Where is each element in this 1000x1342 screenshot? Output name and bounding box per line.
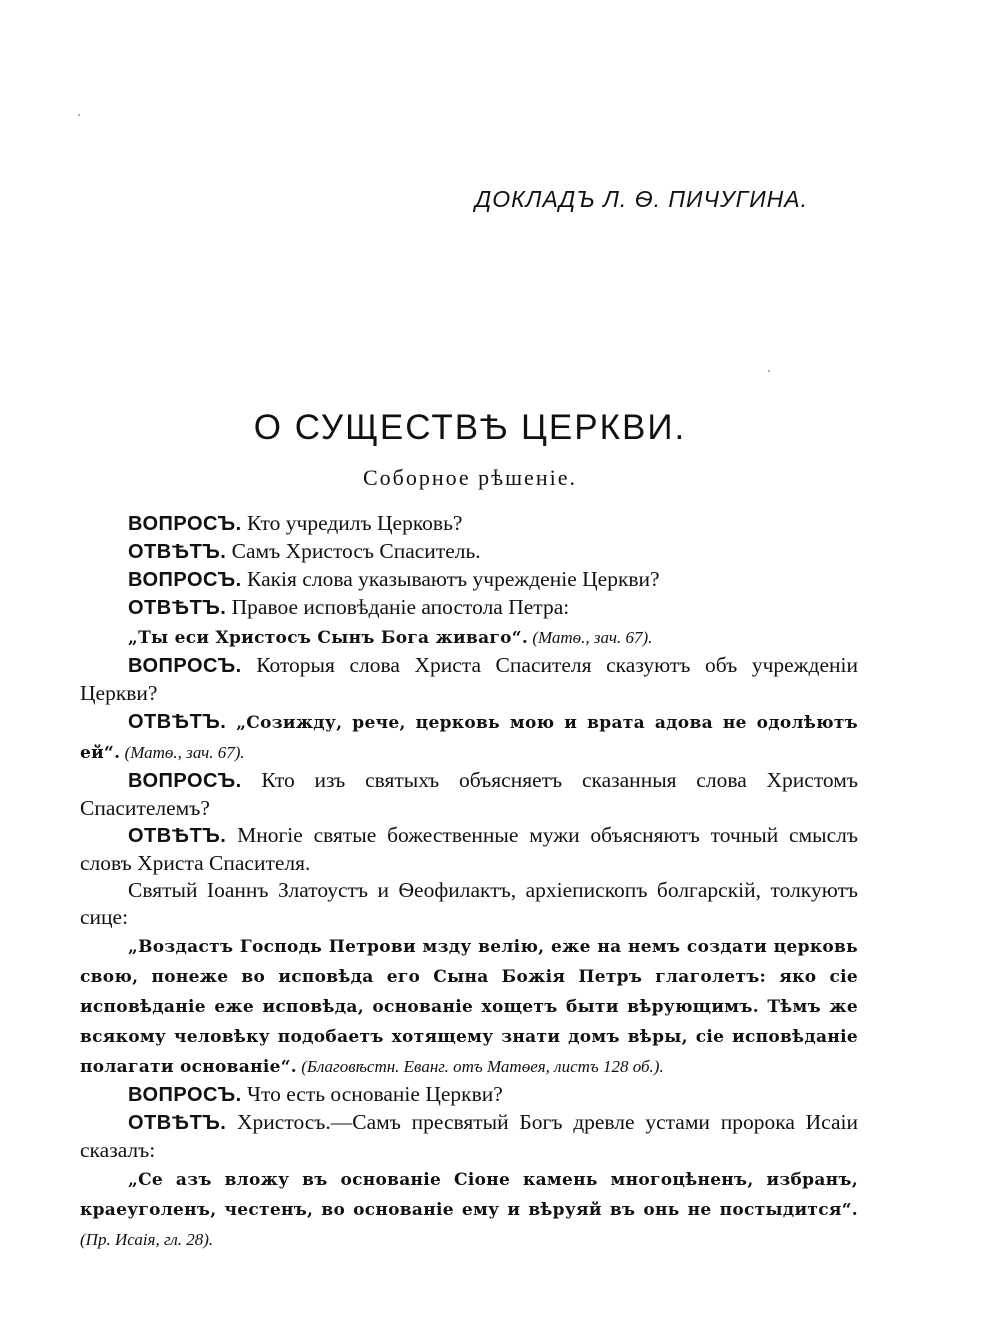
question-paragraph xyxy=(80,767,858,822)
answer-paragraph xyxy=(80,822,858,877)
question-paragraph xyxy=(80,1081,858,1109)
scripture-quote xyxy=(80,1164,858,1254)
question-label: ВОПРОСЪ. xyxy=(128,655,242,677)
answer-paragraph xyxy=(80,1109,858,1164)
answer-label: ОТВѢТЪ. xyxy=(128,711,227,733)
question-paragraph xyxy=(80,652,858,707)
slavonic-text: „Созижду, рече, церковь мою и врата адова не одолѣютъ ей“. xyxy=(80,713,858,763)
report-author: ДОКЛАДЪ Л. Ѳ. ПИЧУГИНА. xyxy=(475,186,808,212)
question-label: ВОПРОСЪ. xyxy=(128,770,242,792)
slavonic-text: „Воздастъ Господь Петрови мзду велію, еже на немъ создати церковь свою, понеже во исповѣда его Сына Божія Петръ глаголетъ: яко сіе исповѣданіе еже исповѣда, основаніе хощетъ быти вѣрующимъ. Тѣмъ же всякому человѣку подобаетъ хотящему знати домъ вѣры, сіе исповѣданіе полагати основаніе“. xyxy=(80,937,858,1077)
answer-paragraph xyxy=(80,594,858,622)
slavonic-text: „Ты еси Христосъ Сынъ Бога живаго“. xyxy=(128,628,529,648)
scan-speck xyxy=(78,114,80,116)
paragraph-text: Что есть основаніе Церкви? xyxy=(241,1082,503,1106)
paragraph-text: Кто учредилъ Церковь? xyxy=(241,511,463,535)
slavonic-text: „Се азъ вложу въ основаніе Сіоне камень многоцѣненъ, избранъ, краеуголенъ, честенъ, во основаніе ему и вѣруяй въ онь не постыдится“. xyxy=(80,1170,858,1220)
citation: (Матѳ., зач. 67). xyxy=(528,628,653,647)
question-label: ВОПРОСЪ. xyxy=(128,1084,242,1106)
citation: (Благовѣстн. Еванг. отъ Матѳея, листъ 128 об.). xyxy=(297,1057,664,1076)
question-paragraph xyxy=(80,566,858,594)
scripture-quote xyxy=(80,931,858,1081)
citation: (Пр. Исаія, гл. 28). xyxy=(80,1230,214,1249)
scripture-quote xyxy=(80,622,858,652)
paragraph-text: Многіе святые божественные мужи объясняютъ точный смыслъ словъ Христа Спасителя. xyxy=(80,823,858,875)
paragraph-text: Святый Іоаннъ Златоустъ и Ѳеофилактъ, архіепископъ болгарскій, толкуютъ сице: xyxy=(80,878,858,929)
answer-label: ОТВѢТЪ. xyxy=(128,597,227,619)
answer-label: ОТВѢТЪ. xyxy=(128,825,227,847)
answer-label: ОТВѢТЪ. xyxy=(128,541,227,563)
paragraph-text: Кто изъ святыхъ объясняетъ сказанныя слова Христомъ Спасителемъ? xyxy=(80,768,858,820)
answer-paragraph xyxy=(80,707,858,767)
question-label: ВОПРОСЪ. xyxy=(128,569,242,591)
paragraph-text: Христосъ.—Самъ пресвятый Богъ древле устами пророка Исаіи сказалъ: xyxy=(80,1110,858,1162)
scan-speck xyxy=(768,370,770,372)
paragraph-text: Правое исповѣданіе апостола Петра: xyxy=(226,595,570,619)
page-subtitle: Соборное рѣшеніе. xyxy=(363,465,577,490)
commentary-paragraph xyxy=(80,877,858,931)
citation: (Матѳ., зач. 67). xyxy=(120,743,245,762)
answer-paragraph xyxy=(80,538,858,566)
paragraph-text: Какія слова указываютъ учрежденіе Церкви? xyxy=(241,567,660,591)
dialog-body xyxy=(80,510,858,1254)
question-paragraph xyxy=(80,510,858,538)
paragraph-text: Самъ Христосъ Спаситель. xyxy=(226,539,481,563)
paragraph-text: Которыя слова Христа Спасителя сказуютъ объ учрежденіи Церкви? xyxy=(80,653,858,705)
question-label: ВОПРОСЪ. xyxy=(128,513,242,535)
answer-label: ОТВѢТЪ. xyxy=(128,1112,227,1134)
page-title: О СУЩЕСТВѢ ЦЕРКВИ. xyxy=(253,408,687,447)
